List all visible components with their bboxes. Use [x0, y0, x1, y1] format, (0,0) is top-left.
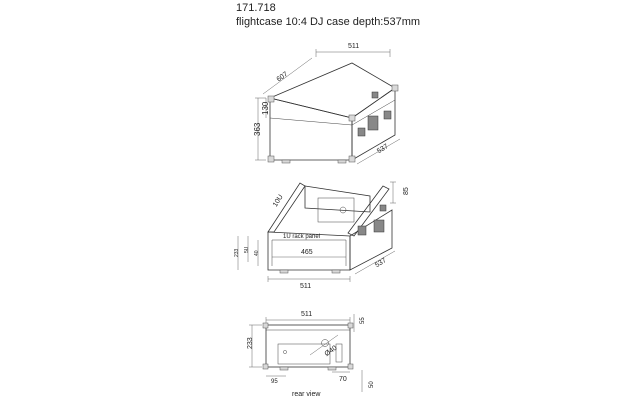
open-depth-label: 537 — [374, 257, 388, 270]
closed-lid-label: 130 — [261, 101, 270, 115]
rear-right-offset-label: 70 — [339, 376, 347, 383]
corner-bumper — [392, 85, 398, 91]
butterfly-latch — [380, 205, 386, 211]
open-back-panel — [305, 186, 370, 212]
outer-width-label: 511 — [300, 283, 312, 290]
rear-outline — [266, 325, 350, 367]
rear-view-caption: rear view — [292, 391, 321, 398]
corner-bumper — [268, 156, 274, 162]
closed-case-top-face — [270, 63, 395, 118]
rack-panel-label: 1U rack panel — [283, 234, 321, 240]
open-height-5u-label: 5U — [244, 246, 250, 253]
foot — [338, 160, 346, 163]
rear-width-label: 511 — [301, 311, 313, 318]
rear-hole-label: Ø40 — [323, 344, 339, 358]
corner-bumper — [263, 364, 268, 369]
butterfly-latch — [384, 111, 391, 119]
closed-depth-top-label: 607 — [275, 70, 290, 84]
closed-depth-side-label: 537 — [376, 143, 390, 156]
product-description: flightcase 10:4 DJ case depth:537mm — [236, 16, 421, 28]
rear-panel-recess — [278, 344, 330, 364]
side-handle — [368, 116, 378, 130]
butterfly-latch — [358, 128, 365, 136]
corner-bumper — [263, 323, 268, 328]
corner-bumper — [349, 156, 355, 162]
inner-width-label: 465 — [301, 249, 313, 256]
closed-width-label: 511 — [348, 43, 360, 50]
corner-bumper — [268, 96, 274, 102]
closed-case-view — [253, 43, 400, 164]
foot — [282, 160, 290, 163]
open-height-total-label: 233 — [234, 248, 240, 257]
closed-case-lid-line-front — [270, 118, 352, 125]
foot — [280, 270, 288, 273]
open-height-inner-label: 40 — [254, 250, 260, 256]
corner-bumper — [348, 364, 353, 369]
foot — [280, 367, 288, 370]
rear-view — [247, 311, 375, 398]
open-left-slant-panel — [268, 183, 305, 232]
butterfly-latch — [358, 226, 366, 235]
corner-bumper — [348, 323, 353, 328]
rear-screw — [283, 350, 286, 353]
foot — [332, 270, 340, 273]
side-height-label: 85 — [403, 187, 410, 195]
closed-case-front-face — [270, 98, 352, 160]
model-number: 171.718 — [236, 2, 276, 14]
butterfly-latch — [372, 92, 378, 98]
open-case-view — [234, 182, 410, 290]
rear-top-offset-label: 55 — [360, 317, 366, 324]
corner-bumper — [349, 115, 355, 121]
rear-bottom-offset-label: 50 — [369, 381, 375, 388]
angle-panel-label: 10U — [271, 193, 285, 209]
rear-cable-hole — [322, 340, 329, 347]
foot — [328, 367, 336, 370]
rear-height-label: 233 — [247, 337, 254, 349]
rear-left-offset-label: 95 — [271, 379, 278, 385]
closed-height-label: 363 — [253, 122, 262, 136]
rear-handle — [336, 344, 342, 362]
side-handle — [374, 220, 384, 232]
